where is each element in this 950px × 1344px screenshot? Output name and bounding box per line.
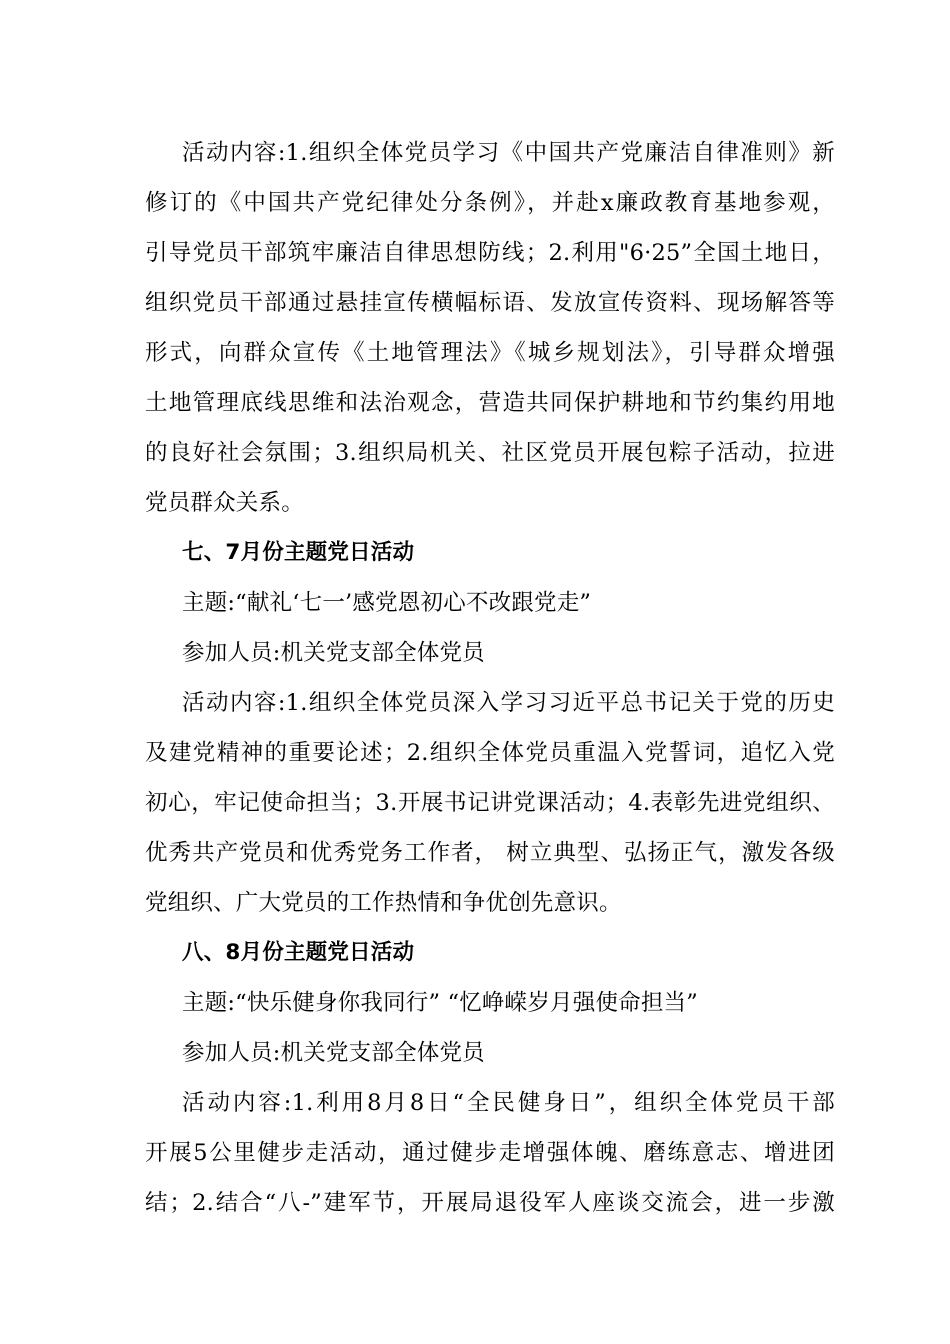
paragraph-line: 土地管理底线思维和法治观念，营造共同保护耕地和节约集约用地: [145, 390, 835, 416]
section-heading: 七、7月份主题党日活动: [182, 540, 415, 565]
paragraph-line: 开展5公里健步走活动，通过健步走增强体魄、磨练意志、增进团: [145, 1140, 835, 1166]
paragraph-line: 活动内容:1.利用8月8日“全民健身日”，组织全体党员干部: [182, 1090, 835, 1116]
participants-line: 参加人员:机关党支部全体党员: [182, 1040, 485, 1066]
paragraph-line: 党组织、广大党员的工作热情和争优创先意识。: [145, 890, 622, 916]
paragraph-line: 活动内容:1.组织全体党员学习《中国共产党廉洁自律准则》新: [182, 140, 835, 166]
paragraph-line: 及建党精神的重要论述；2.组织全体党员重温入党誓词，追忆入党: [145, 740, 835, 766]
paragraph-line: 修订的《中国共产党纪律处分条例》，并赴x廉政教育基地参观，: [145, 190, 835, 216]
theme-line: 主题:“献礼‘七一’感党恩初心不改跟党走”: [182, 590, 592, 616]
paragraph-line: 党员群众关系。: [145, 490, 304, 516]
paragraph-line: 引导党员干部筑牢廉洁自律思想防线；2.利用"6·25”全国土地日，: [145, 240, 835, 266]
paragraph-line: 优秀共产党员和优秀党务工作者， 树立典型、弘扬正气，激发各级: [145, 840, 835, 866]
section-heading: 八、8月份主题党日活动: [182, 940, 415, 965]
paragraph-line: 活动内容:1.组织全体党员深入学习习近平总书记关于党的历史: [182, 690, 835, 716]
paragraph-line: 的良好社会氛围；3.组织局机关、社区党员开展包粽子活动，拉进: [145, 440, 835, 466]
paragraph-line: 结；2.结合“八-”建军节，开展局退役军人座谈交流会，进一步激: [145, 1190, 835, 1216]
theme-line: 主题:“快乐健身你我同行” “忆峥嵘岁月强使命担当”: [182, 990, 698, 1016]
paragraph-line: 组织党员干部通过悬挂宣传横幅标语、发放宣传资料、现场解答等: [145, 290, 835, 316]
participants-line: 参加人员:机关党支部全体党员: [182, 640, 485, 666]
paragraph-line: 形式，向群众宣传《土地管理法》《城乡规划法》，引导群众增强: [145, 340, 835, 366]
paragraph-line: 初心，牢记使命担当；3.开展书记讲党课活动；4.表彰先进党组织、: [145, 790, 835, 816]
